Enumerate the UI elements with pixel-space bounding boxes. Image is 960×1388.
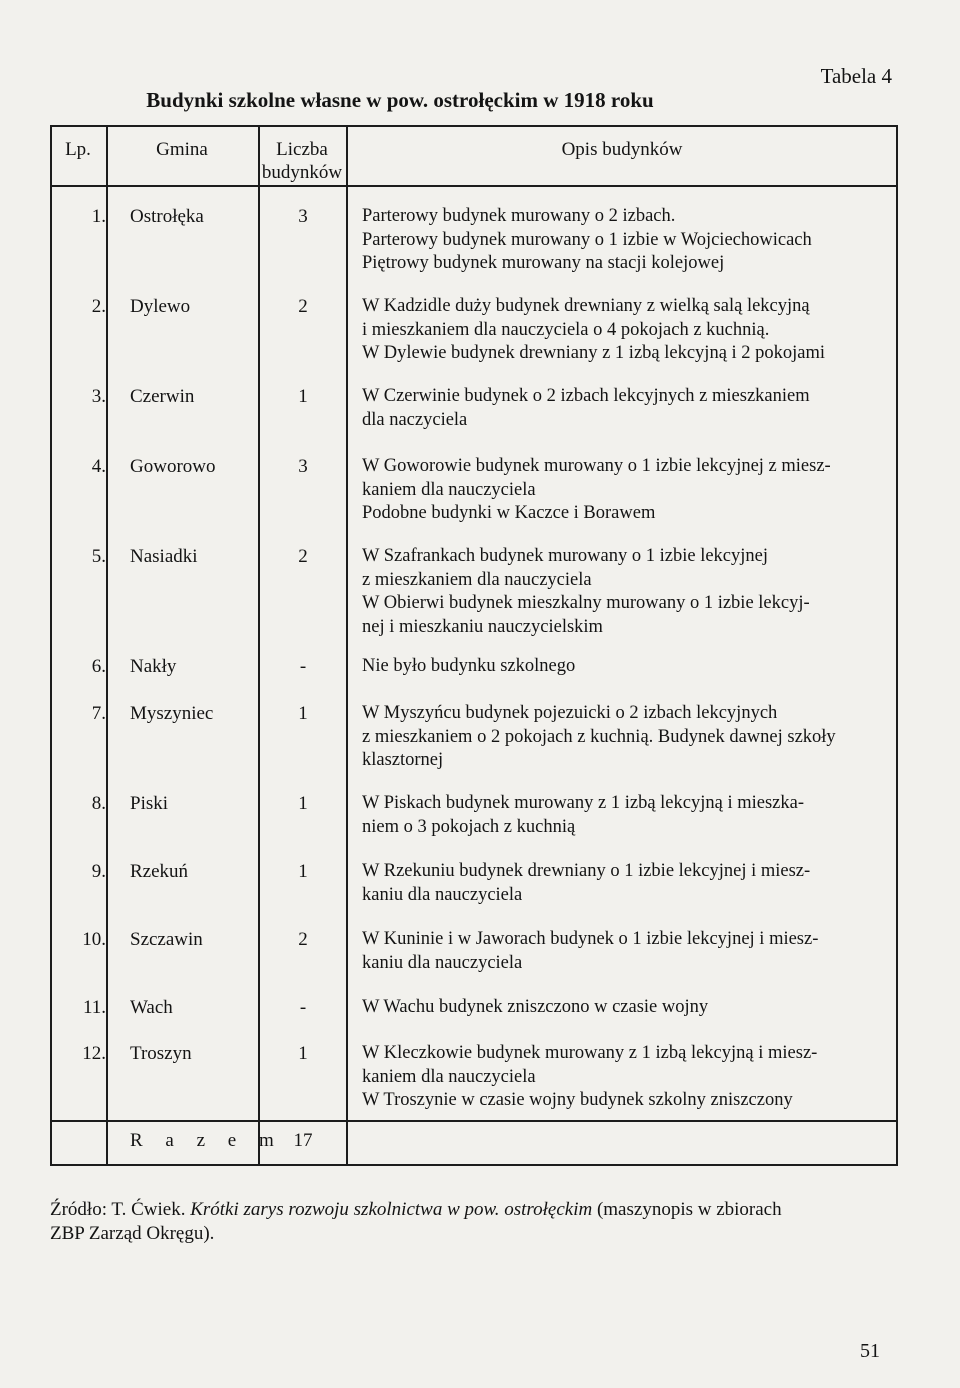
source-line2: ZBP Zarząd Okręgu). — [50, 1223, 215, 1244]
row-gmina: Myszyniec — [130, 703, 214, 724]
header-divider — [50, 185, 898, 187]
page-number: 51 — [860, 1340, 880, 1362]
description-line: Podobne budynki w Kaczce i Borawem — [362, 503, 656, 523]
description-line: i mieszkaniem dla nauczyciela o 4 pokojach z kuchnią. — [362, 319, 770, 340]
description-line: kaniu dla nauczyciela — [362, 884, 523, 905]
description-line: W Kadzidle duży budynek drewniany z wielką salą lekcyjną — [362, 296, 810, 316]
row-gmina: Wach — [130, 997, 173, 1018]
row-gmina: Nakły — [130, 656, 177, 677]
description-line: Parterowy budynek murowany o 2 izbach. — [362, 206, 676, 226]
row-description — [362, 860, 894, 907]
row-count: 2 — [298, 929, 308, 950]
description-line: Nie było budynku szkolnego — [362, 656, 576, 676]
column-divider — [106, 125, 108, 1166]
description-line: W Czerwinie budynek o 2 izbach lekcyjnych z mieszkaniem — [362, 386, 810, 406]
row-description — [362, 996, 894, 1020]
total-label: R a z e m — [130, 1130, 283, 1151]
table-title: Budynki szkolne własne w pow. ostrołęckim w 1918 roku — [146, 88, 654, 112]
row-count: - — [299, 997, 307, 1018]
description-line: Piętrowy budynek murowany na stacji kolejowej — [362, 253, 725, 273]
description-line: W Troszynie w czasie wojny budynek szkolny zniszczony — [362, 1090, 793, 1110]
row-lp: 5. — [91, 546, 106, 567]
description-line: kaniem dla nauczyciela — [362, 479, 536, 500]
source-note — [50, 1198, 910, 1246]
description-line: W Goworowie budynek murowany o 1 izbie lekcyjnej z miesz- — [362, 456, 831, 476]
row-gmina: Dylewo — [130, 296, 191, 317]
row-lp: 2. — [91, 296, 106, 317]
row-gmina: Czerwin — [130, 386, 195, 407]
description-line: kaniu dla nauczyciela — [362, 952, 523, 973]
row-count: 1 — [298, 703, 308, 724]
row-lp: 10. — [82, 929, 106, 950]
description-line: W Piskach budynek murowany z 1 izbą lekcyjną i mieszka- — [362, 793, 804, 813]
description-line: W Kleczkowie budynek murowany z 1 izbą lekcyjną i miesz- — [362, 1043, 818, 1063]
row-gmina: Szczawin — [130, 929, 203, 950]
row-gmina: Ostrołęka — [130, 206, 204, 227]
description-line: z mieszkaniem dla nauczyciela — [362, 569, 592, 590]
row-description — [362, 455, 894, 526]
description-line: W Obierwi budynek mieszkalny murowany o 1 izbie lekcyj- — [362, 593, 810, 613]
description-line: W Rzekuniu budynek drewniany o 1 izbie lekcyjnej i miesz- — [362, 861, 811, 881]
row-description — [362, 702, 894, 773]
total-divider — [50, 1120, 898, 1122]
row-description — [362, 545, 894, 639]
description-line: W Wachu budynek zniszczono w czasie wojny — [362, 997, 709, 1017]
total-count: 17 — [293, 1130, 313, 1151]
row-count: - — [299, 656, 307, 677]
description-line: nej i mieszkaniu nauczycielskim — [362, 616, 603, 637]
row-lp: 4. — [91, 456, 106, 477]
header-opis: Opis budynków — [561, 139, 683, 160]
header-gmina: Gmina — [156, 139, 208, 160]
row-count: 1 — [298, 1043, 308, 1064]
description-line: W Kuninie i w Jaworach budynek o 1 izbie lekcyjnej i miesz- — [362, 929, 819, 949]
row-lp: 1. — [91, 206, 106, 227]
row-gmina: Rzekuń — [130, 861, 189, 882]
row-count: 2 — [298, 546, 308, 567]
description-line: W Szafrankach budynek murowany o 1 izbie lekcyjnej — [362, 546, 769, 566]
description-line: W Dylewie budynek drewniany z 1 izbą lekcyjną i 2 pokojami — [362, 343, 826, 363]
source-prefix: Źródło: T. Ćwiek. — [50, 1199, 191, 1220]
row-count: 3 — [298, 456, 308, 477]
row-count: 1 — [298, 386, 308, 407]
row-description — [362, 385, 894, 432]
description-line: W Myszyńcu budynek pojezuicki o 2 izbach lekcyjnych — [362, 703, 778, 723]
row-lp: 9. — [91, 861, 106, 882]
description-line: niem o 3 pokojach z kuchnią — [362, 816, 576, 837]
row-lp: 3. — [91, 386, 106, 407]
source-title: Krótki zarys rozwoju szkolnictwa w pow. ostrołęckim — [190, 1199, 593, 1220]
row-lp: 7. — [91, 703, 106, 724]
source-suffix: (maszynopis w zbiorach — [592, 1199, 782, 1220]
row-description — [362, 205, 894, 276]
row-description — [362, 792, 894, 839]
table-label: Tabela 4 — [820, 64, 892, 88]
row-description — [362, 1042, 894, 1113]
description-line: klasztornej — [362, 750, 444, 770]
row-gmina: Piski — [130, 793, 169, 814]
row-gmina: Nasiadki — [130, 546, 198, 567]
row-count: 2 — [298, 296, 308, 317]
description-line: Parterowy budynek murowany o 1 izbie w Wojciechowicach — [362, 229, 812, 250]
row-description — [362, 928, 894, 975]
row-gmina: Troszyn — [130, 1043, 192, 1064]
row-lp: 12. — [82, 1043, 106, 1064]
row-count: 3 — [298, 206, 308, 227]
row-count: 1 — [298, 861, 308, 882]
row-lp: 8. — [91, 793, 106, 814]
row-lp: 6. — [91, 656, 106, 677]
description-line: z mieszkaniem o 2 pokojach z kuchnią. Budynek dawnej szkoły — [362, 726, 836, 747]
row-lp: 11. — [82, 997, 106, 1018]
description-line: kaniem dla nauczyciela — [362, 1066, 536, 1087]
row-count: 1 — [298, 793, 308, 814]
row-description — [362, 655, 894, 679]
description-line: dla naczyciela — [362, 409, 468, 430]
header-liczba: Liczba — [276, 139, 328, 160]
row-gmina: Goworowo — [130, 456, 216, 477]
row-description — [362, 295, 894, 366]
header-budynkow: budynków — [261, 162, 343, 183]
header-lp: Lp. — [65, 139, 91, 160]
